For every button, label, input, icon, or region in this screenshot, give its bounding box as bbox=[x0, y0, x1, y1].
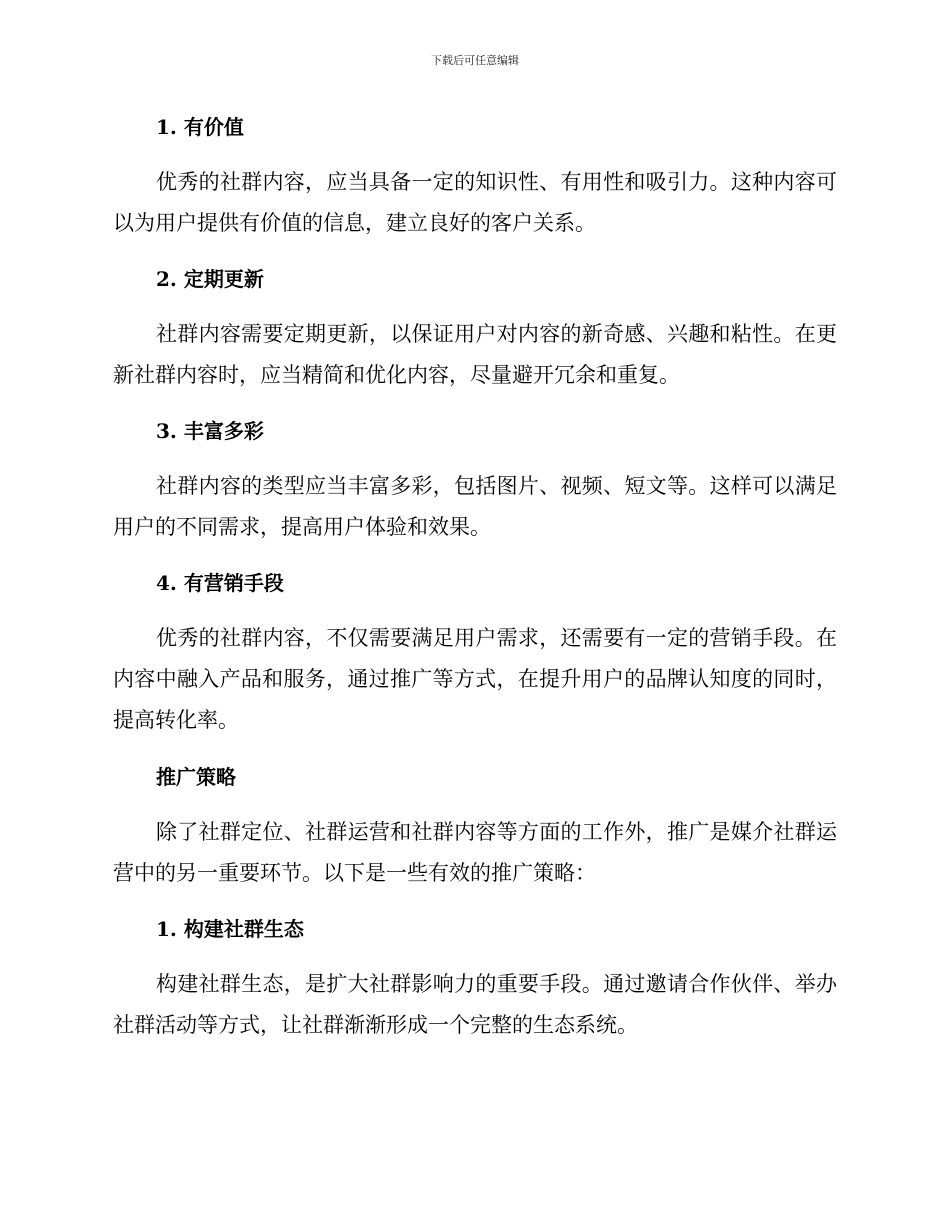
section-paragraph: 社群内容需要定期更新，以保证用户对内容的新奇感、兴趣和粘性。在更新社群内容时，应当精简和优化内容，尽量避开冗余和重复。 bbox=[113, 322, 837, 387]
section-paragraph: 优秀的社群内容，不仅需要满足用户需求，还需要有一定的营销手段。在内容中融入产品和服务，通过推广等方式，在提升用户的品牌认知度的同时，提高转化率。 bbox=[113, 626, 837, 732]
page-header: 下载后可任意编辑 bbox=[431, 54, 519, 67]
section-paragraph: 构建社群生态，是扩大社群影响力的重要手段。通过邀请合作伙伴、举办社群活动等方式，让社群渐渐形成一个完整的生态系统。 bbox=[113, 972, 837, 1037]
section-paragraph: 除了社群定位、社群运营和社群内容等方面的工作外，推广是媒介社群运营中的另一重要环节。以下是一些有效的推广策略： bbox=[113, 820, 837, 885]
section-heading: 1. 有价值 bbox=[156, 115, 244, 139]
section-paragraph: 优秀的社群内容，应当具备一定的知识性、有用性和吸引力。这种内容可以为用户提供有价值的信息，建立良好的客户关系。 bbox=[113, 170, 837, 235]
section-heading: 3. 丰富多彩 bbox=[156, 419, 264, 443]
section-heading: 1. 构建社群生态 bbox=[156, 917, 304, 941]
section-paragraph: 社群内容的类型应当丰富多彩，包括图片、视频、短文等。这样可以满足用户的不同需求，提高用户体验和效果。 bbox=[113, 474, 837, 539]
section-heading: 4. 有营销手段 bbox=[156, 571, 284, 595]
section-heading: 推广策略 bbox=[156, 765, 236, 789]
section-heading: 2. 定期更新 bbox=[156, 267, 264, 291]
